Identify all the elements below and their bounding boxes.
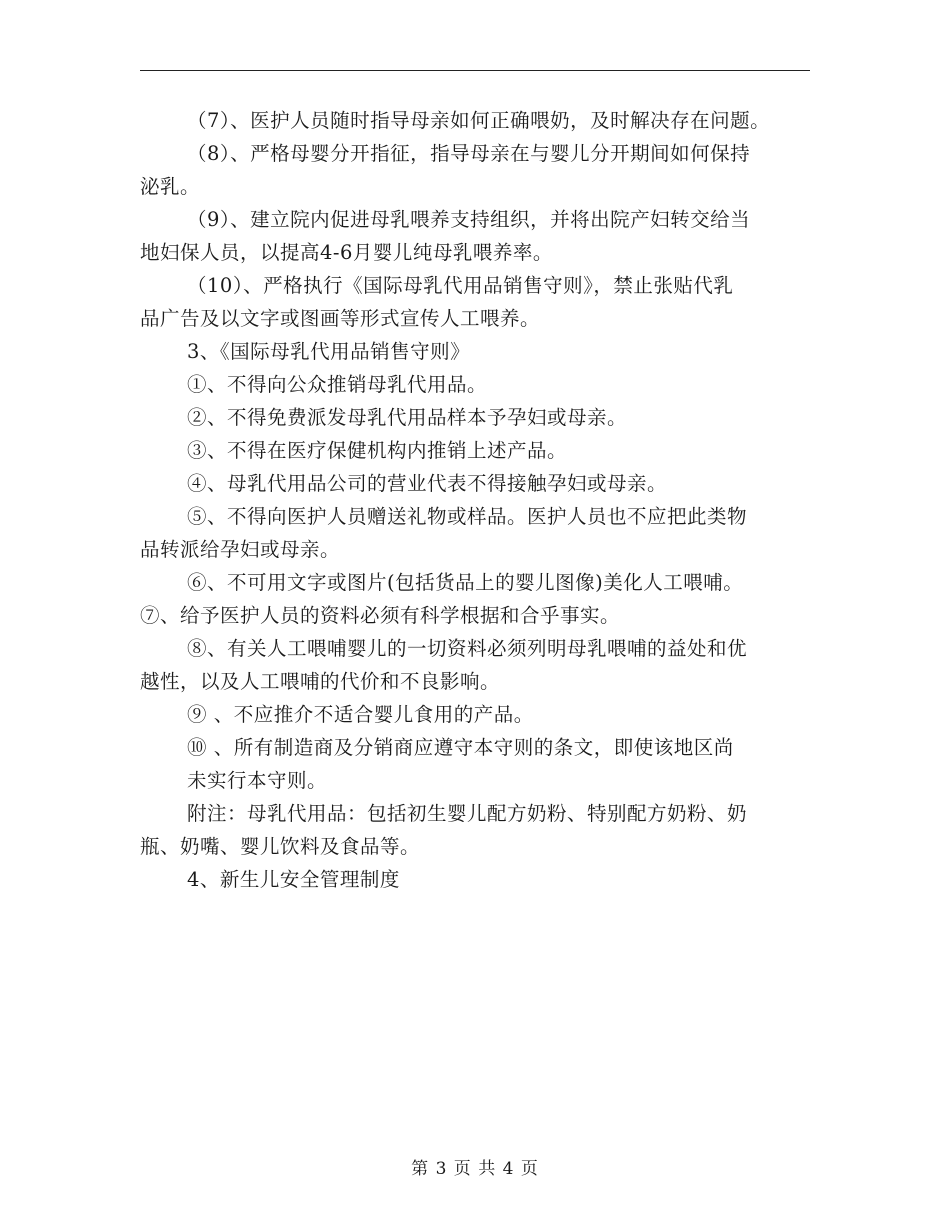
- rule-item-5: [140, 500, 820, 566]
- rule-item-4: [140, 467, 820, 500]
- text-line: 越性，以及人工喂哺的代价和不良影响。: [140, 670, 501, 693]
- text-line: （9）、建立院内促进母乳喂养支持组织，并将出院产妇转交给当: [187, 208, 751, 231]
- text-line: ④、母乳代用品公司的营业代表不得接触孕妇或母亲。: [187, 472, 668, 495]
- text-line: ⑥、不可用文字或图片(包括货品上的婴儿图像)美化人工喂哺。: [187, 571, 744, 594]
- section-heading-4: [140, 863, 820, 896]
- rule-item-7: [140, 599, 820, 632]
- text-line: （8）、严格母婴分开指征，指导母亲在与婴儿分开期间如何保持: [187, 142, 751, 165]
- text-line: 品广告及以文字或图画等形式宣传人工喂养。: [140, 307, 541, 330]
- rule-item-2: [140, 401, 820, 434]
- rule-item-3: [140, 434, 820, 467]
- rule-item-8: [140, 632, 820, 698]
- paragraph-item-9: [140, 203, 820, 269]
- text-line: ⑤、不得向医护人员赠送礼物或样品。医护人员也不应把此类物: [187, 505, 748, 528]
- text-line: ⑦、给予医护人员的资料必须有科学根据和合乎事实。: [140, 604, 621, 627]
- paragraph-item-7: [140, 104, 820, 137]
- text-line: ⑧、有关人工喂哺婴儿的一切资料必须列明母乳喂哺的益处和优: [187, 637, 748, 660]
- text-line: （7）、医护人员随时指导母亲如何正确喂奶，及时解决存在问题。: [187, 109, 771, 132]
- text-line: ③、不得在医疗保健机构内推销上述产品。: [187, 439, 568, 462]
- text-line: 地妇保人员，以提高4-6月婴儿纯母乳喂养率。: [140, 241, 553, 264]
- rule-item-1: [140, 368, 820, 401]
- text-line: ①、不得向公众推销母乳代用品。: [187, 373, 488, 396]
- text-line: 未实行本守则。: [187, 769, 328, 792]
- header-rule: [140, 70, 810, 71]
- rule-item-6: [140, 566, 820, 599]
- text-line: ⑨ 、不应推介不适合婴儿食用的产品。: [187, 703, 534, 726]
- page-number: 第 3 页 共 4 页: [411, 1159, 539, 1179]
- text-line: 4、新生儿安全管理制度: [187, 868, 400, 891]
- text-line: （10）、严格执行《国际母乳代用品销售守则》，禁止张贴代乳: [187, 274, 734, 297]
- paragraph-item-10: [140, 269, 820, 335]
- text-line: 泌乳。: [140, 175, 201, 198]
- paragraph-item-8: [140, 137, 820, 203]
- document-body: [140, 104, 820, 896]
- text-line: 附注：母乳代用品：包括初生婴儿配方奶粉、特别配方奶粉、奶: [187, 802, 748, 825]
- rule-item-10: [140, 731, 820, 797]
- text-line: 瓶、奶嘴、婴儿饮料及食品等。: [140, 835, 421, 858]
- note-paragraph: [140, 797, 820, 863]
- section-heading-3: [140, 335, 820, 368]
- rule-item-9: [140, 698, 820, 731]
- text-line: ②、不得免费派发母乳代用品样本予孕妇或母亲。: [187, 406, 628, 429]
- text-line: ⑩ 、所有制造商及分销商应遵守本守则的条文，即使该地区尚: [187, 736, 734, 759]
- text-line: 品转派给孕妇或母亲。: [140, 538, 341, 561]
- text-line: 3、《国际母乳代用品销售守则》: [187, 340, 471, 363]
